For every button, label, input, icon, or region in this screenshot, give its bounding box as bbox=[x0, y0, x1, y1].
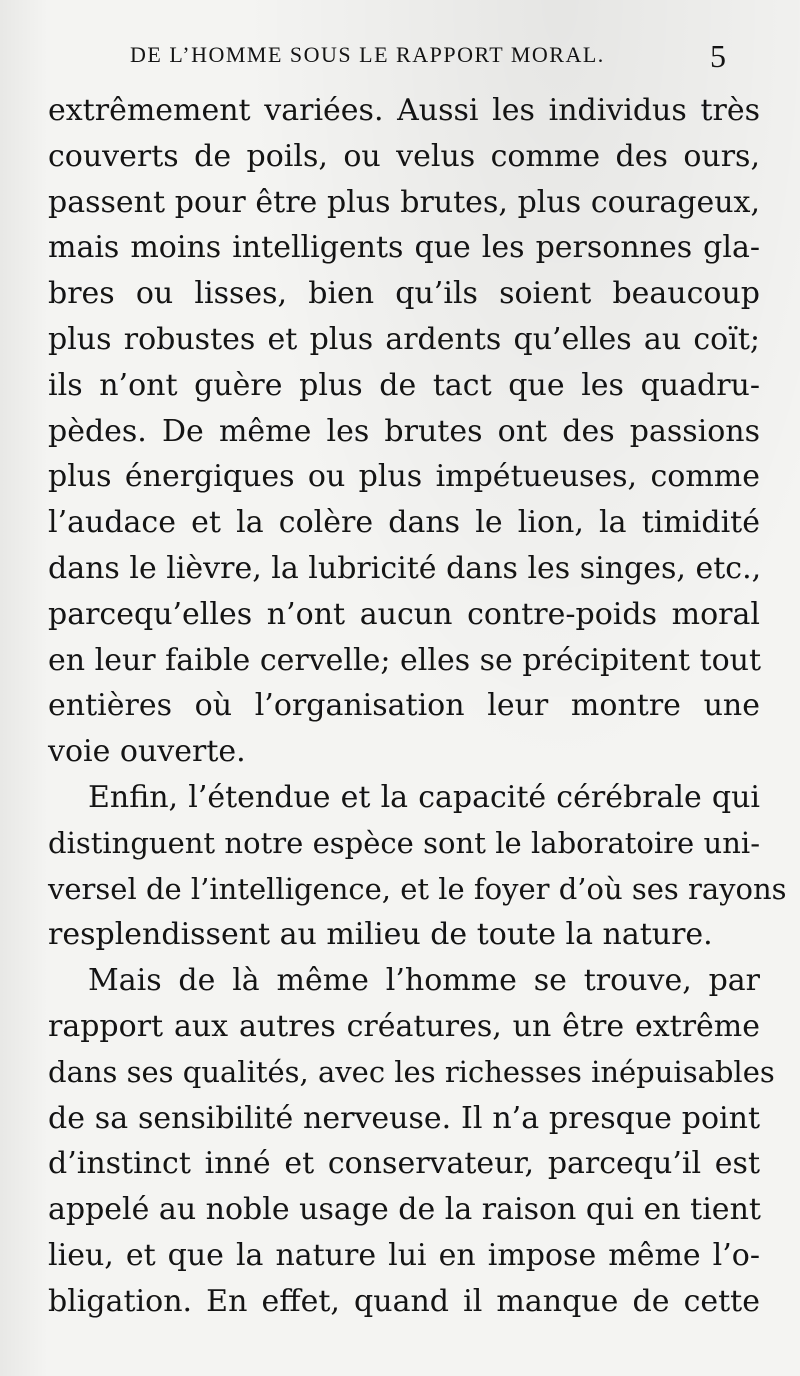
text-line: resplendissent au milieu de toute la nature. bbox=[48, 917, 713, 953]
paragraph-1 bbox=[48, 88, 760, 775]
text-line: versel de l’intelligence, et le foyer d’où ses rayons bbox=[48, 871, 787, 906]
text-line: couverts de poils, ou velus comme des ours, bbox=[48, 138, 760, 174]
text-line: bres ou lisses, bien qu’ils soient beaucoup bbox=[48, 276, 760, 312]
paragraph-3 bbox=[48, 958, 775, 1324]
text-line: plus robustes et plus ardents qu’elles au coït; bbox=[48, 321, 760, 357]
text-line: dans ses qualités, avec les richesses inépuisables bbox=[48, 1054, 775, 1089]
text-line: Enfin, l’étendue et la capacité cérébrale qui bbox=[88, 779, 760, 815]
paragraph-2 bbox=[48, 775, 787, 958]
page-number: 5 bbox=[710, 38, 726, 74]
text-line: dans le lièvre, la lubricité dans les singes, etc., bbox=[48, 550, 762, 586]
text-line: en leur faible cervelle; elles se précipitent tout bbox=[48, 642, 762, 678]
text-line: mais moins intelligents que les personnes gla- bbox=[48, 230, 760, 266]
text-line: distinguent notre espèce sont le laboratoire uni- bbox=[48, 825, 760, 860]
text-line: passent pour être plus brutes, plus courageux, bbox=[48, 184, 760, 220]
text-line: voie ouverte. bbox=[48, 734, 246, 770]
text-line: pèdes. De même les brutes ont des passions bbox=[48, 413, 760, 449]
text-line: bligation. En effet, quand il manque de cette bbox=[48, 1283, 760, 1319]
text-line: lieu, et que la nature lui en impose même l’o- bbox=[48, 1237, 760, 1273]
text-line: d’instinct inné et conservateur, parcequ’il est bbox=[48, 1146, 760, 1182]
text-line: Mais de là même l’homme se trouve, par bbox=[88, 963, 760, 999]
text-line: plus énergiques ou plus impétueuses, comme bbox=[48, 459, 760, 495]
text-line: extrêmement variées. Aussi les individus très bbox=[48, 93, 760, 128]
body-text bbox=[48, 88, 787, 1325]
text-line: rapport aux autres créatures, un être extrême bbox=[48, 1008, 760, 1044]
text-line: ils n’ont guère plus de tact que les quadru- bbox=[48, 367, 760, 403]
text-line: l’audace et la colère dans le lion, la timidité bbox=[48, 505, 760, 541]
text-line: appelé au noble usage de la raison qui en tient bbox=[48, 1192, 761, 1228]
text-line: de sa sensibilité nerveuse. Il n’a presque point bbox=[48, 1100, 760, 1136]
text-line: parcequ’elles n’ont aucun contre-poids moral bbox=[48, 596, 760, 632]
text-line: entières où l’organisation leur montre une bbox=[48, 688, 760, 724]
running-title: DE L’HOMME SOUS LE RAPPORT MORAL. bbox=[130, 42, 605, 67]
